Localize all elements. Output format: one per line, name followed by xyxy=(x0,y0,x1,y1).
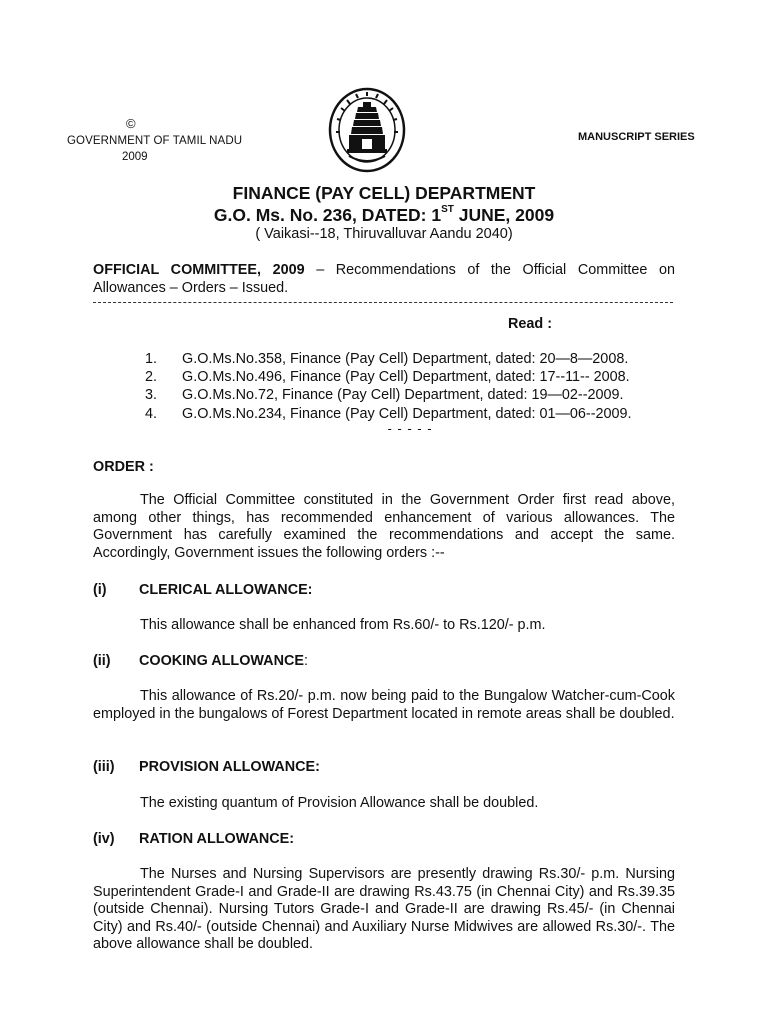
section-title: COOKING ALLOWANCE xyxy=(139,653,304,669)
copyright-symbol: © xyxy=(126,116,136,131)
go-ordinal: ST xyxy=(441,204,454,216)
reference-number: 2. xyxy=(145,369,158,386)
department-title: FINANCE (PAY CELL) DEPARTMENT xyxy=(232,183,536,203)
government-name: GOVERNMENT OF TAMIL NADU xyxy=(67,135,243,147)
order-label: ORDER : xyxy=(93,459,154,475)
reference-number: 3. xyxy=(145,387,158,404)
section-title: RATION ALLOWANCE: xyxy=(139,831,295,847)
dashed-divider xyxy=(93,302,673,303)
section-title: PROVISION ALLOWANCE: xyxy=(139,759,320,775)
series-label: MANUSCRIPT SERIES xyxy=(578,131,695,143)
section-title: CLERICAL ALLOWANCE: xyxy=(139,582,313,598)
section-body: This allowance shall be enhanced from Rs.60/- to Rs.120/- p.m. xyxy=(140,617,546,633)
section-heading xyxy=(93,582,312,598)
reference-number: 1. xyxy=(145,351,158,367)
section-number: (iii) xyxy=(93,759,115,775)
intro-paragraph: The Official Committee constituted in the Government Order first read above, among other things, has recommended enhancement of various allowances. The Government has carefully examined the recommendations and accept the same. Accordingly, Government issues the following orders :-- xyxy=(93,492,675,561)
reference-text: G.O.Ms.No.234, Finance (Pay Cell) Department, dated: 01—06--2009. xyxy=(182,405,632,422)
section-number: (iv) xyxy=(93,831,115,847)
reference-number: 4. xyxy=(145,405,158,422)
subject-rest: – Recommendations of the Official Committee on Allowances – Orders – Issued. xyxy=(93,262,675,296)
go-title xyxy=(0,205,768,226)
section-heading xyxy=(93,831,294,847)
list-item xyxy=(145,368,685,386)
section-body: The existing quantum of Provision Allowance shall be doubled. xyxy=(140,795,539,811)
reference-text: G.O.Ms.No.72, Finance (Pay Cell) Department, dated: 19—02--2009. xyxy=(182,387,624,404)
section-number: (i) xyxy=(93,582,107,598)
go-suffix: JUNE, 2009 xyxy=(453,205,555,225)
reference-list xyxy=(145,350,685,423)
section-heading xyxy=(93,759,320,775)
subject-line xyxy=(93,262,675,297)
copyright-year: 2009 xyxy=(122,151,148,163)
section-body: This allowance of Rs.20/- p.m. now being paid to the Bungalow Watcher-cum-Cook employed in the bungalows of Forest Department located in remote areas shall be doubled. xyxy=(93,688,675,722)
tamil-date: ( Vaikasi--18, Thiruvalluvar Aandu 2040) xyxy=(255,226,513,242)
section-heading xyxy=(93,653,308,669)
read-label: Read : xyxy=(508,316,552,332)
subject-bold: OFFICIAL COMMITTEE, 2009 xyxy=(93,262,305,278)
section-colon: : xyxy=(303,653,308,669)
reference-text: G.O.Ms.No.358, Finance (Pay Cell) Department, dated: 20—8—2008. xyxy=(182,351,629,367)
reference-text: G.O.Ms.No.496, Finance (Pay Cell) Department, dated: 17--11-- 2008. xyxy=(182,369,630,386)
go-prefix: G.O. Ms. No. 236, DATED: 1 xyxy=(213,205,442,225)
list-item xyxy=(145,350,685,368)
separator: - - - - - xyxy=(387,421,433,436)
section-number: (ii) xyxy=(93,653,111,669)
section-body: The Nurses and Nursing Supervisors are presently drawing Rs.30/- p.m. Nursing Superintendent Grade-I and Grade-II are drawing Rs.43.75 (in Chennai City) and Rs.39.35 (outside Chennai). Nursing Tutors Grade-I and Grade-II are drawing Rs.45/- (in Chennai City) and Rs.40/- (outside Chennai) and Auxiliary Nurse Midwives are allowed Rs.30/-. The above allowance shall be doubled. xyxy=(93,866,675,952)
list-item xyxy=(145,386,685,404)
tamil-nadu-emblem-icon xyxy=(327,86,407,174)
